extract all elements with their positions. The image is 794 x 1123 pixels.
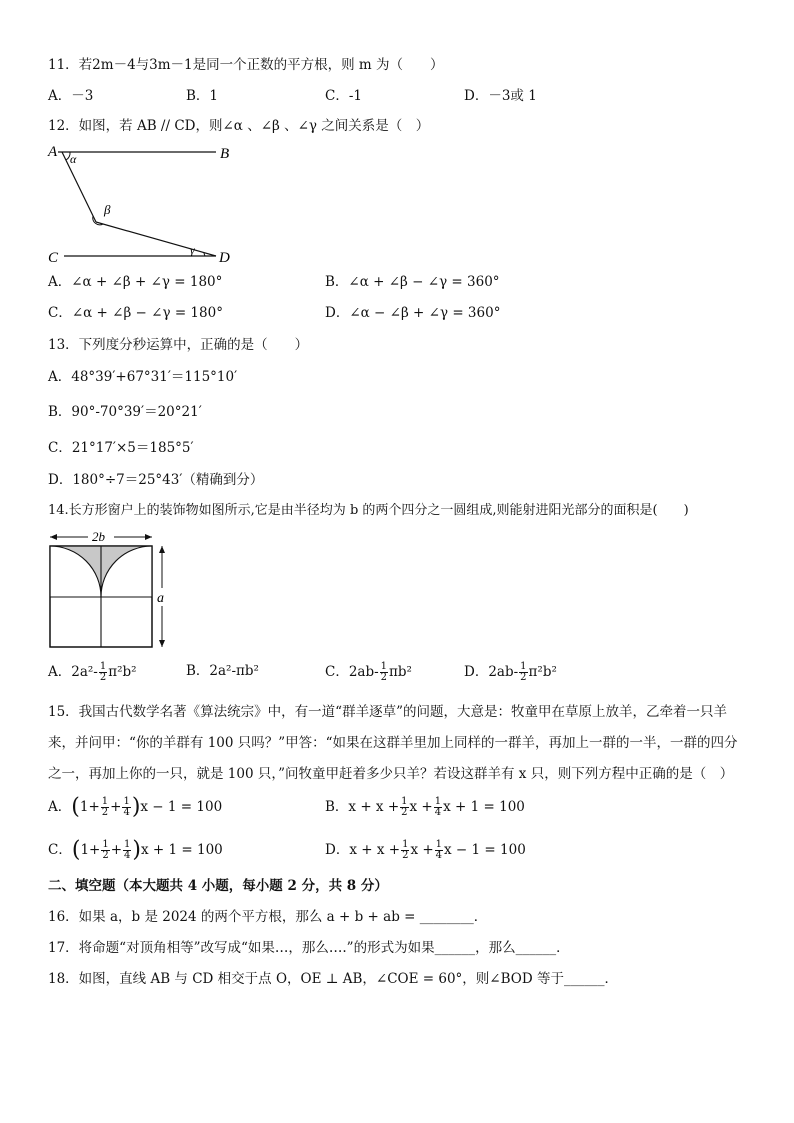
section-2-heading: 二、填空题（本大题共 4 小题，每小题 2 分，共 8 分） xyxy=(48,878,388,894)
q12-parallel-lines-figure xyxy=(44,138,244,266)
q15-line-1: 15．我国古代数学名著《算法统宗》中，有一道“群羊逐草”的问题，大意是：牧童甲在草原上放羊，乙牵着一只羊 xyxy=(48,704,727,720)
q14-option-c-tail: πb² xyxy=(389,664,412,680)
q15-option-c-tail: x + 1 = 100 xyxy=(141,842,223,858)
fraction-half: $\frac{1}{2}$ xyxy=(99,661,107,683)
q11-stem: 11．若2m－4与3m－1是同一个正数的平方根，则 m 为（ ） xyxy=(48,57,444,73)
q14-option-d-tail: π²b² xyxy=(528,664,557,680)
q15-option-d-tail: x − 1 = 100 xyxy=(444,842,526,858)
height-arrow-top xyxy=(159,546,165,553)
q14-window-figure xyxy=(46,528,176,652)
q14-option-c xyxy=(325,662,412,683)
q16-stem: 16．如果 a，b 是 2024 的两个平方根，那么 a + b + ab = ________． xyxy=(48,909,488,925)
width-arrow-right xyxy=(145,534,152,540)
q15-line-2: 来，并问甲：“你的羊群有 100 只吗？”甲答：“如果在这群羊里加上同样的一群羊，再加上一群的一半，一群的四分 xyxy=(48,735,738,751)
q15-option-b-tail: x + 1 = 100 xyxy=(443,799,525,815)
q12-option-c: C．∠α + ∠β − ∠γ = 180° xyxy=(48,305,223,321)
q15-option-a-tail: x − 1 = 100 xyxy=(140,799,223,815)
width-arrow-left xyxy=(50,534,57,540)
q17-stem: 17．将命题“对顶角相等”改写成“如果…，那么….”的形式为如果______，那么______． xyxy=(48,940,570,956)
q18-stem: 18．如图，直线 AB 与 CD 相交于点 O，OE ⊥ AB，∠COE = 60°，则∠BOD 等于______． xyxy=(48,971,618,987)
height-arrow-bottom xyxy=(159,640,165,647)
fraction-half: $\frac{1}{2}$ xyxy=(520,661,527,683)
q14-option-b: B．2a²-πb² xyxy=(186,663,259,679)
q13-option-a: A．48°39′+67°31′＝115°10′ xyxy=(48,369,238,385)
q15-line-3: 之一，再加上你的一只，就是 100 只，”问牧童甲赶着多少只羊？若设这群羊有 x 只，则下列方程中正确的是（ ） xyxy=(48,766,734,782)
q15-option-b: B．x + x + $\frac{1}{2}$ x + $\frac{1}{4}$ x + 1 = 100 xyxy=(325,796,525,818)
q11-option-b: B．1 xyxy=(186,88,219,104)
q14-option-c-head: C．2ab- xyxy=(325,664,379,680)
q14-option-a-head: A．2a²- xyxy=(48,664,98,680)
q11-option-a: A．－3 xyxy=(48,88,94,104)
label-2b: 2b xyxy=(92,529,105,544)
q13-option-d: D．180°÷7＝25°43′（精确到分） xyxy=(48,472,264,488)
q12-option-a: A．∠α + ∠β + ∠γ = 180° xyxy=(48,274,223,290)
q14-stem: 14.长方形窗户上的装饰物如图所示,它是由半径均为 b 的两个四分之一圆组成,则能射进阳光部分的面积是( ) xyxy=(48,503,689,518)
q15-option-a: A．(1+ $\frac{1}{2}$ + $\frac{1}{4}$ )x − 1 = 100 xyxy=(48,794,223,820)
segment-e-d xyxy=(96,222,216,256)
q14-option-a xyxy=(48,662,137,683)
q11-option-c: C．-1 xyxy=(325,88,362,104)
q12-stem: 12．如图，若 AB // CD，则∠α 、∠β 、∠γ 之间关系是（ ） xyxy=(48,118,430,134)
label-gamma: γ xyxy=(190,243,195,257)
q14-option-a-tail: π²b² xyxy=(108,664,137,680)
label-a: A xyxy=(48,144,58,160)
label-c: C xyxy=(48,250,59,266)
label-beta: β xyxy=(104,202,111,217)
fraction-half: $\frac{1}{2}$ xyxy=(380,661,388,683)
label-b: B xyxy=(220,146,230,162)
q15-option-d: D．x + x + $\frac{1}{2}$ x + $\frac{1}{4}$ x − 1 = 100 xyxy=(325,839,526,861)
q14-option-d xyxy=(464,662,557,683)
q15-option-c: C．(1+ $\frac{1}{2}$ + $\frac{1}{4}$ )x + 1 = 100 xyxy=(48,837,223,863)
segment-a-e xyxy=(62,152,96,222)
q12-option-d: D．∠α − ∠β + ∠γ = 360° xyxy=(325,305,501,321)
q13-stem: 13．下列度分秒运算中，正确的是（ ） xyxy=(48,337,309,353)
label-a: a xyxy=(157,591,164,606)
q11-option-d: D．－3或 1 xyxy=(464,88,537,104)
label-alpha: α xyxy=(70,152,77,166)
q14-option-d-head: D．2ab- xyxy=(464,664,519,680)
q13-option-c: C．21°17′×5＝185°5′ xyxy=(48,440,194,456)
q13-option-b: B．90°-70°39′＝20°21′ xyxy=(48,404,202,420)
label-d: D xyxy=(219,250,230,266)
q12-option-b: B．∠α + ∠β − ∠γ = 360° xyxy=(325,274,500,290)
